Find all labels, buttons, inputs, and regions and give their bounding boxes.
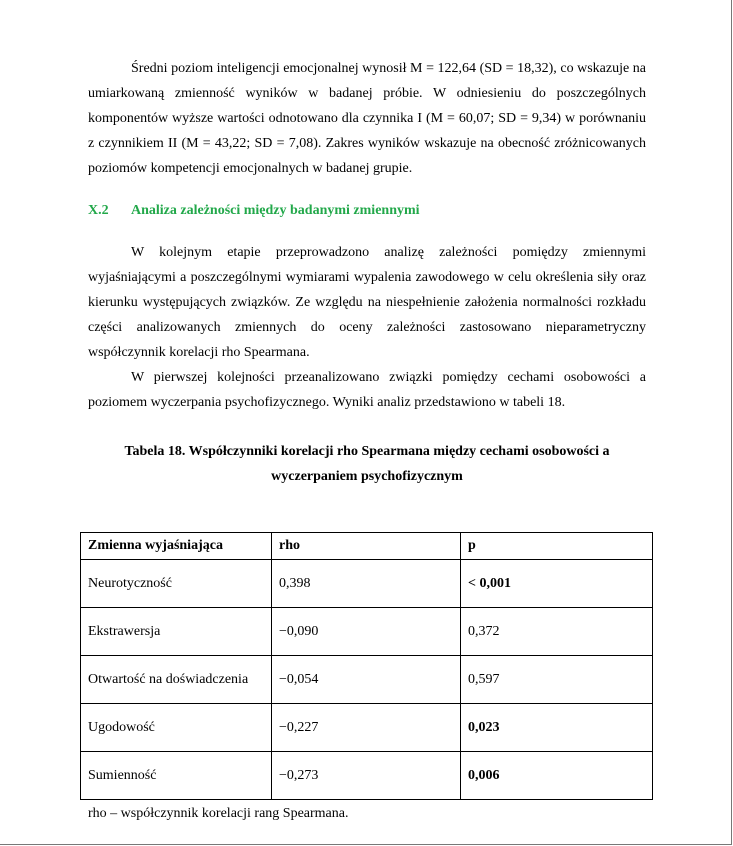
cell-variable: Sumienność bbox=[81, 752, 272, 800]
section-number: X.2 bbox=[88, 203, 109, 218]
table-note: rho – współczynnik korelacji rang Spearmana. bbox=[88, 806, 349, 821]
table-row bbox=[81, 560, 653, 608]
cell-rho: −0,054 bbox=[272, 656, 461, 704]
cell-rho: −0,273 bbox=[272, 752, 461, 800]
cell-rho: −0,227 bbox=[272, 704, 461, 752]
header-variable: Zmienna wyjaśniająca bbox=[81, 533, 272, 560]
results-table bbox=[80, 532, 653, 800]
paragraph-2[interactable]: W kolejnym etapie przeprowadzono analizę zależności pomiędzy zmiennymi wyjaśniającymi a poszczególnymi wymiarami wypalenia zawodowego w celu określenia siły oraz kierunku występujących związków. Ze względu na niespełnienie założenia normalności rozkładu części analizowanych zmiennych do oceny zależności zastosowano nieparametryczny współczynnik korelacji rho Spearmana. bbox=[88, 245, 646, 360]
table-row bbox=[81, 752, 653, 800]
cell-variable: Ugodowość bbox=[81, 704, 272, 752]
section-title: Analiza zależności między badanymi zmiennymi bbox=[131, 203, 420, 218]
cell-rho: 0,398 bbox=[272, 560, 461, 608]
section-heading bbox=[88, 198, 646, 223]
paragraph-1[interactable]: Średni poziom inteligencji emocjonalnej wynosił M = 122,64 (SD = 18,32), co wskazuje na umiarkowaną zmienność wyników w badanej próbie. W odniesieniu do poszczególnych komponentów wyższe wartości odnotowano dla czynnika I (M = 60,07; SD = 9,34) w porównaniu z czynnikiem II (M = 43,22; SD = 7,08). Zakres wyników wskazuje na obecność zróżnicowanych poziomów kompetencji emocjonalnych w badanej grupie. bbox=[88, 61, 646, 176]
cell-variable: Ekstrawersja bbox=[81, 608, 272, 656]
paragraph-3[interactable]: W pierwszej kolejności przeanalizowano związki pomiędzy cechami osobowości a poziomem wyczerpania psychofizycznego. Wyniki analiz przedstawiono w tabeli 18. bbox=[88, 370, 646, 410]
header-rho: rho bbox=[272, 533, 461, 560]
table-row bbox=[81, 656, 653, 704]
document-page[interactable] bbox=[88, 56, 646, 489]
table-header-row bbox=[81, 533, 653, 560]
cell-p: 0,006 bbox=[461, 752, 653, 800]
cell-p: < 0,001 bbox=[461, 560, 653, 608]
cell-variable: Otwartość na doświadczenia bbox=[81, 656, 272, 704]
cell-p: 0,372 bbox=[461, 608, 653, 656]
table-row bbox=[81, 608, 653, 656]
header-p: p bbox=[461, 533, 653, 560]
cell-p: 0,597 bbox=[461, 656, 653, 704]
cell-p: 0,023 bbox=[461, 704, 653, 752]
table-row bbox=[81, 704, 653, 752]
cell-variable: Neurotyczność bbox=[81, 560, 272, 608]
cell-rho: −0,090 bbox=[272, 608, 461, 656]
table-caption: Tabela 18. Współczynniki korelacji rho Spearmana między cechami osobowości a wyczerpaniem psychofizycznym bbox=[124, 444, 610, 484]
